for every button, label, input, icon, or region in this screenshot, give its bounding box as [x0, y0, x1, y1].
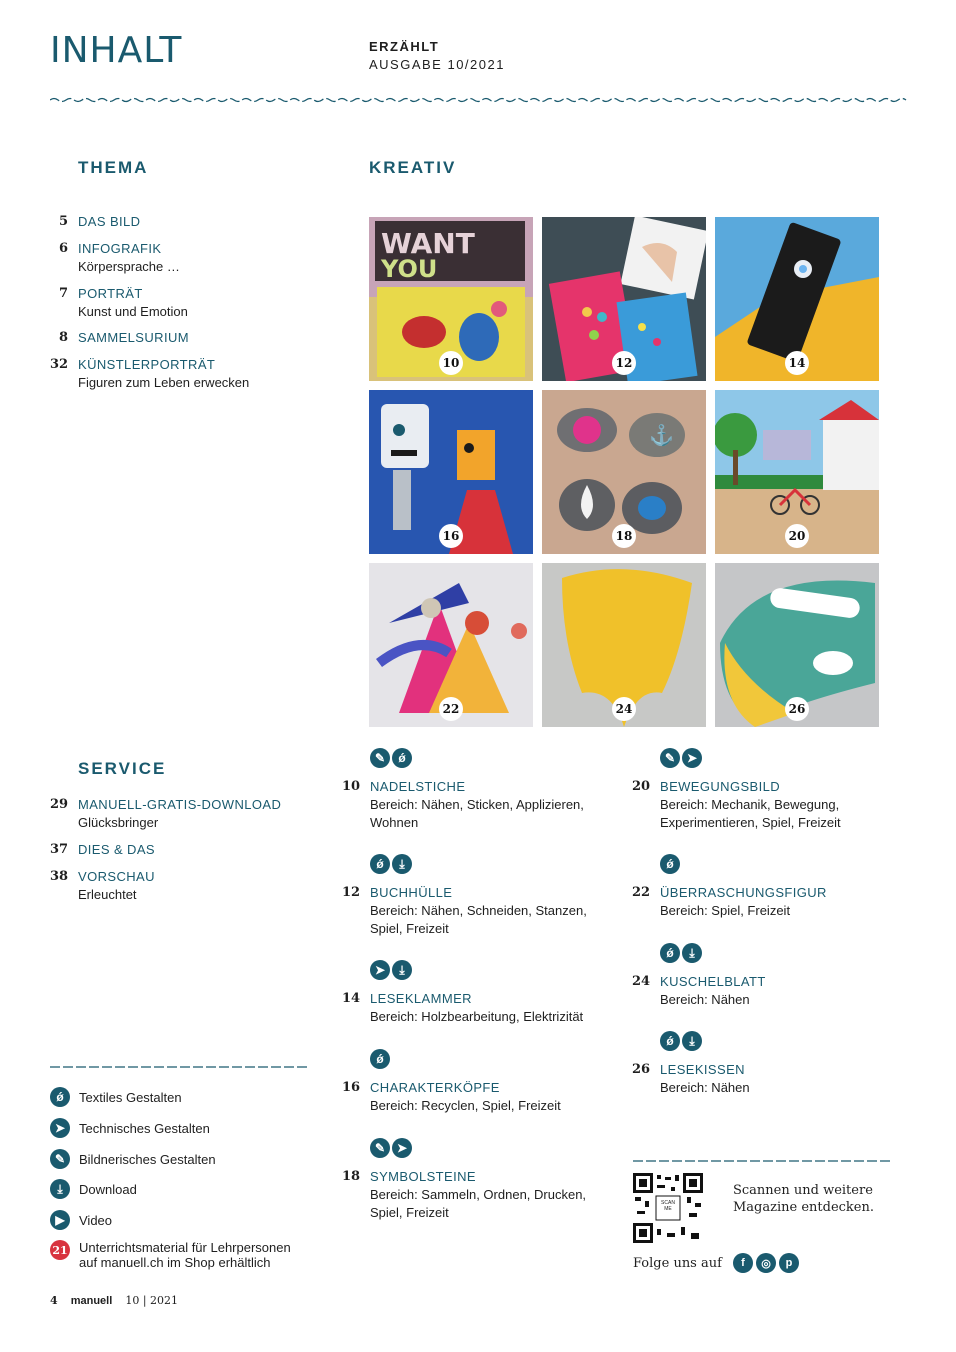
download-icon: ⤓ [392, 854, 412, 874]
needle-icon: ǿ [660, 1031, 680, 1051]
page-number-badge-icon: 21 [50, 1240, 70, 1260]
tool-icon: ➤ [392, 1138, 412, 1158]
issue-number: AUSGABE 10/2021 [369, 57, 505, 72]
legend-item [50, 1148, 216, 1170]
download-icon: ⤓ [682, 943, 702, 963]
toc-subtitle: Bereich: Nähen [660, 992, 750, 1007]
photo-tile-bookmark[interactable] [715, 217, 879, 381]
instagram-icon[interactable]: ◎ [756, 1253, 776, 1273]
brush-icon: ✎ [50, 1149, 70, 1169]
toc-page-number: 26 [632, 1062, 651, 1077]
toc-page-number: 8 [58, 330, 68, 345]
toc-subtitle: Bereich: Spiel, Freizeit [660, 903, 791, 918]
toc-page-number: 32 [50, 357, 69, 372]
svg-text:⚓: ⚓ [649, 425, 674, 447]
svg-text:YOU: YOU [381, 255, 438, 283]
toc-entry[interactable] [50, 868, 320, 904]
toc-title: BUCHHÜLLE [370, 885, 453, 900]
legend-item [50, 1178, 137, 1200]
toc-subtitle: Bereich: Nähen [660, 1080, 750, 1095]
toc-page-number: 20 [632, 779, 651, 794]
toc-title: KUSCHELBLATT [660, 974, 766, 989]
toc-title: VORSCHAU [78, 869, 155, 884]
social-links [733, 1253, 799, 1273]
toc-title: LESEKISSEN [660, 1062, 745, 1077]
tool-icon: ➤ [370, 960, 390, 980]
toc-title: MANUELL-GRATIS-DOWNLOAD [78, 797, 282, 812]
toc-subtitle: Figuren zum Leben erwecken [78, 375, 250, 390]
needle-icon: ǿ [50, 1087, 70, 1107]
toc-subtitle: Bereich: Holzbearbeitung, Elektrizität [370, 1009, 584, 1024]
legend-item [50, 1117, 210, 1139]
toc-page-number: 6 [58, 241, 68, 256]
category-icons [370, 1049, 390, 1071]
needle-icon: ǿ [370, 1049, 390, 1069]
toc-subtitle: Körpersprache … [78, 259, 180, 274]
brush-icon: ✎ [370, 748, 390, 768]
section-heading-thema: THEMA [78, 158, 149, 177]
download-icon: ⤓ [392, 960, 412, 980]
toc-subtitle: Bereich: Sammeln, Ordnen, Drucken, Spiel, Freizeit [370, 1187, 587, 1220]
category-icons [370, 748, 412, 770]
toc-page-number: 24 [632, 974, 651, 989]
category-icons [660, 943, 702, 965]
toc-entry[interactable] [50, 285, 320, 321]
legend-label: Textiles Gestalten [79, 1089, 182, 1105]
footer-magazine: manuell [70, 1295, 113, 1307]
toc-entry[interactable] [50, 240, 320, 276]
tile-page-number: 16 [439, 524, 463, 548]
brush-icon: ✎ [660, 748, 680, 768]
category-icons [660, 854, 680, 876]
promo-divider [633, 1157, 893, 1165]
qr-code[interactable] [633, 1173, 703, 1243]
video-icon: ▶ [50, 1210, 70, 1230]
issue-kicker: ERZÄHLT [369, 39, 440, 54]
qr-label: SCAN ME [661, 1200, 675, 1212]
toc-subtitle: Bereich: Nähen, Sticken, Applizieren, Wohnen [370, 797, 584, 830]
download-icon: ⤓ [682, 1031, 702, 1051]
toc-page-number: 14 [342, 991, 361, 1006]
page-footer [50, 1294, 178, 1307]
toc-title: SAMMELSURIUM [78, 330, 189, 345]
legend-item [50, 1209, 112, 1231]
toc-title: PORTRÄT [78, 286, 143, 301]
photo-tile-surprise-figure[interactable] [369, 563, 533, 727]
needle-icon: ǿ [392, 748, 412, 768]
toc-subtitle: Bereich: Nähen, Schneiden, Stanzen, Spiel, Freizeit [370, 903, 587, 936]
legend-label: Download [79, 1181, 137, 1197]
tile-page-number: 14 [785, 351, 809, 375]
needle-icon: ǿ [370, 854, 390, 874]
toc-title: LESEKLAMMER [370, 991, 472, 1006]
photo-tile-pillow[interactable] [369, 217, 533, 381]
toc-entry[interactable] [50, 356, 320, 392]
tool-icon: ➤ [682, 748, 702, 768]
scan-text: Scannen und weitere Magazine entdecken. [733, 1183, 875, 1215]
tile-page-number: 26 [785, 697, 809, 721]
toc-page-number: 7 [58, 286, 68, 301]
tile-page-number: 18 [612, 524, 636, 548]
facebook-icon[interactable]: f [733, 1253, 753, 1273]
tile-page-number: 22 [439, 697, 463, 721]
category-icons [370, 960, 412, 982]
toc-title: DIES & DAS [78, 842, 155, 857]
tool-icon: ➤ [50, 1118, 70, 1138]
legend-label: Bildnerisches Gestalten [79, 1151, 216, 1167]
toc-subtitle: Bereich: Mechanik, Bewegung, Experimentieren, Spiel, Freizeit [660, 797, 841, 830]
toc-subtitle: Kunst und Emotion [78, 304, 188, 319]
toc-title: BEWEGUNGSBILD [660, 779, 781, 794]
category-icons [660, 748, 702, 770]
footer-issue: 10 | 2021 [125, 1294, 179, 1307]
tile-page-number: 10 [439, 351, 463, 375]
toc-page-number: 18 [342, 1169, 361, 1184]
toc-page-number: 5 [58, 214, 68, 229]
category-icons [370, 1138, 412, 1160]
toc-subtitle: Glücksbringer [78, 815, 159, 830]
toc-page-number: 38 [50, 869, 69, 884]
header-divider [50, 96, 908, 104]
legend-label: Unterrichtsmaterial für Lehrpersonen auf manuell.ch im Shop erhältlich [79, 1240, 291, 1270]
toc-title: DAS BILD [78, 214, 141, 229]
toc-subtitle: Bereich: Recyclen, Spiel, Freizeit [370, 1098, 561, 1113]
toc-title: CHARAKTERKÖPFE [370, 1080, 500, 1095]
category-icons [660, 1031, 702, 1053]
toc-title: INFOGRAFIK [78, 241, 162, 256]
page-title: INHALT [50, 30, 183, 71]
category-icons [370, 854, 412, 876]
follow-text: Folge uns auf [633, 1256, 722, 1271]
photo-tile-motion-picture[interactable] [715, 390, 879, 554]
toc-page-number: 16 [342, 1080, 361, 1095]
toc-page-number: 12 [342, 885, 361, 900]
toc-title: KÜNSTLERPORTRÄT [78, 357, 216, 372]
footer-page-number: 4 [50, 1294, 58, 1307]
toc-subtitle: Erleuchtet [78, 887, 137, 902]
legend-item [50, 1086, 182, 1108]
issue-info [369, 38, 505, 74]
photo-tile-book-cover[interactable] [542, 217, 706, 381]
needle-icon: ǿ [660, 943, 680, 963]
download-icon: ⤓ [50, 1179, 70, 1199]
legend-divider [50, 1063, 310, 1071]
svg-text:WANT: WANT [381, 227, 475, 260]
toc-title: SYMBOLSTEINE [370, 1169, 476, 1184]
pinterest-icon[interactable]: p [779, 1253, 799, 1273]
tile-page-number: 12 [612, 351, 636, 375]
brush-icon: ✎ [370, 1138, 390, 1158]
photo-tile-cuddle-leaf[interactable] [542, 563, 706, 727]
toc-page-number: 10 [342, 779, 361, 794]
photo-tile-reading-cushion[interactable] [715, 563, 879, 727]
section-heading-service: SERVICE [78, 759, 167, 778]
toc-title: ÜBERRASCHUNGSFIGUR [660, 885, 827, 900]
toc-page-number: 22 [632, 885, 651, 900]
toc-title: NADELSTICHE [370, 779, 466, 794]
toc-entry[interactable] [50, 796, 320, 832]
tile-page-number: 20 [785, 524, 809, 548]
toc-page-number: 29 [50, 797, 69, 812]
legend-label: Technisches Gestalten [79, 1120, 210, 1136]
section-heading-kreativ: KREATIV [369, 158, 457, 177]
tile-page-number: 24 [612, 697, 636, 721]
photo-tile-symbol-stones[interactable] [542, 390, 706, 554]
legend-item [50, 1240, 309, 1274]
needle-icon: ǿ [660, 854, 680, 874]
toc-page-number: 37 [50, 842, 69, 857]
legend-label: Video [79, 1212, 113, 1228]
photo-tile-character-heads[interactable] [369, 390, 533, 554]
